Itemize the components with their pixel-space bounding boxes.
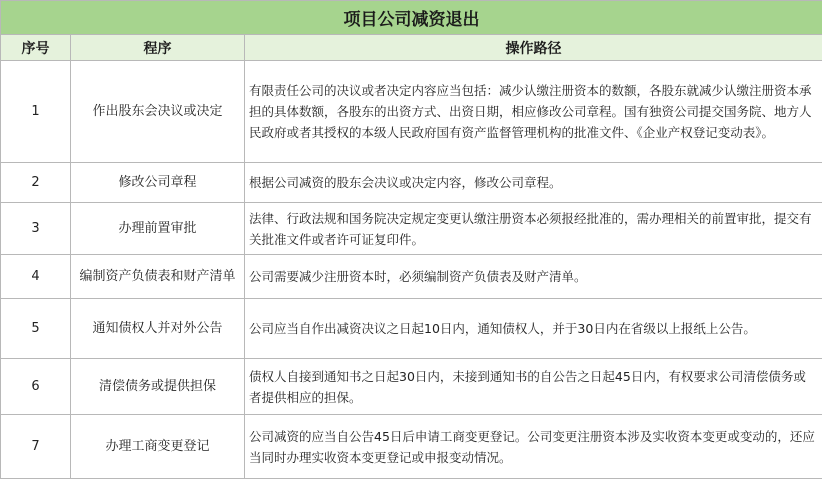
row-procedure: 清偿债务或提供担保: [71, 359, 245, 415]
table-title: 项目公司减资退出: [1, 1, 822, 35]
row-procedure: 作出股东会决议或决定: [71, 61, 245, 163]
row-number: 2: [1, 163, 71, 203]
row-path: 公司减资的应当自公告45日后申请工商变更登记。公司变更注册资本涉及实收资本变更或变动的，还应当同时办理实收资本变更登记或申报变动情况。: [245, 415, 822, 479]
column-header-path: 操作路径: [245, 35, 822, 61]
row-procedure: 通知债权人并对外公告: [71, 299, 245, 359]
row-procedure: 办理前置审批: [71, 203, 245, 255]
header-row: [1, 35, 822, 61]
row-number: 3: [1, 203, 71, 255]
row-path: 法律、行政法规和国务院决定规定变更认缴注册资本必须报经批准的，需办理相关的前置审批，提交有关批准文件或者许可证复印件。: [245, 203, 822, 255]
row-path: 公司应当自作出减资决议之日起10日内，通知债权人，并于30日内在省级以上报纸上公告。: [245, 299, 822, 359]
row-procedure: 编制资产负债表和财产清单: [71, 255, 245, 299]
row-path: 债权人自接到通知书之日起30日内，未接到通知书的自公告之日起45日内，有权要求公司清偿债务或者提供相应的担保。: [245, 359, 822, 415]
table-row: [1, 299, 822, 359]
row-path: 根据公司减资的股东会决议或决定内容，修改公司章程。: [245, 163, 822, 203]
row-number: 4: [1, 255, 71, 299]
row-procedure: 修改公司章程: [71, 163, 245, 203]
column-header-number: 序号: [1, 35, 71, 61]
table-row: [1, 61, 822, 163]
row-procedure: 办理工商变更登记: [71, 415, 245, 479]
row-number: 7: [1, 415, 71, 479]
table-row: [1, 359, 822, 415]
table-row: [1, 163, 822, 203]
table-row: [1, 203, 822, 255]
table-row: [1, 255, 822, 299]
column-header-procedure: 程序: [71, 35, 245, 61]
table-row: [1, 415, 822, 479]
row-number: 6: [1, 359, 71, 415]
title-row: [1, 1, 822, 35]
row-number: 1: [1, 61, 71, 163]
row-path: 有限责任公司的决议或者决定内容应当包括：减少认缴注册资本的数额，各股东就减少认缴注册资本承担的具体数额，各股东的出资方式、出资日期，相应修改公司章程。国有独资公司提交国务院、地方人民政府或者其授权的本级人民政府国有资产监督管理机构的批准文件、《企业产权登记变动表》。: [245, 61, 822, 163]
row-number: 5: [1, 299, 71, 359]
row-path: 公司需要减少注册资本时，必须编制资产负债表及财产清单。: [245, 255, 822, 299]
